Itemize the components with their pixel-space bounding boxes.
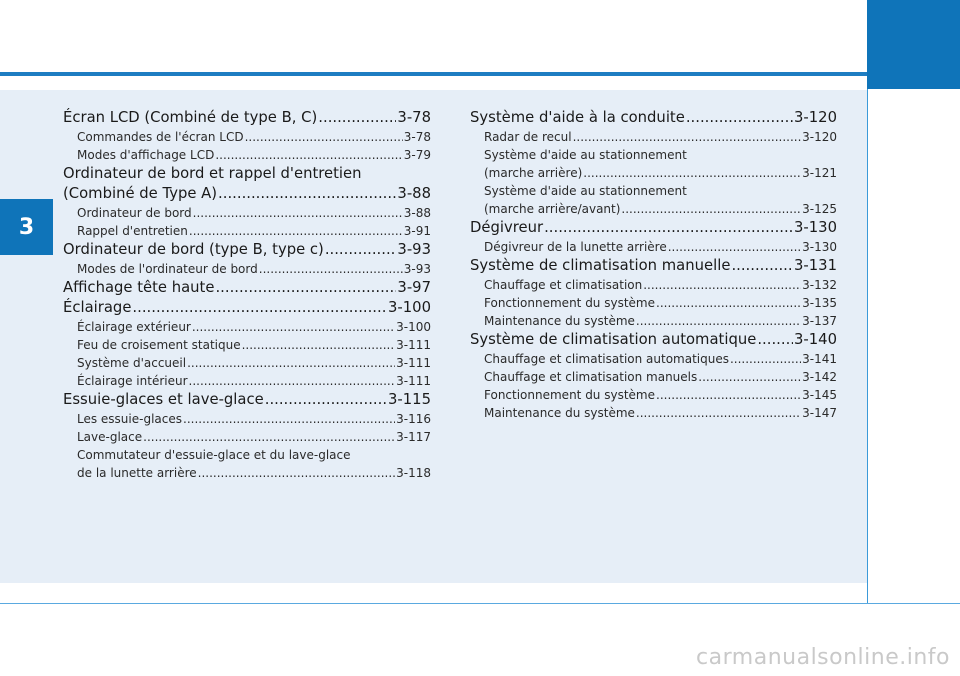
- toc-section-title: Affichage tête haute: [63, 279, 215, 296]
- chapter-corner-tab: [867, 0, 960, 89]
- leader-dots: [259, 260, 403, 278]
- leader-dots: [132, 298, 387, 318]
- toc-section-title[interactable]: Ordinateur de bord et rappel d'entretien: [63, 165, 362, 182]
- toc-entry-title: Chauffage et climatisation automatiques: [484, 352, 729, 366]
- page-number: 3-121: [802, 166, 837, 180]
- page-number: 3-130: [802, 240, 837, 254]
- toc-entry-title: Fonctionnement du système: [484, 388, 655, 402]
- leader-dots: [573, 128, 802, 146]
- toc-entry-title: Dégivreur de la lunette arrière: [484, 240, 667, 254]
- toc-entry-title: Commandes de l'écran LCD: [77, 130, 244, 144]
- toc-entry[interactable]: [470, 164, 837, 182]
- side-divider: [867, 89, 868, 604]
- page-number: 3-145: [802, 388, 837, 402]
- leader-dots: [583, 164, 801, 182]
- leader-dots: [544, 218, 793, 238]
- page-number: 3-78: [397, 109, 431, 126]
- leader-dots: [183, 410, 395, 428]
- toc-left-column: [63, 108, 431, 482]
- leader-dots: [215, 278, 396, 298]
- page-number: 3-111: [396, 338, 431, 352]
- toc-entry[interactable]: [63, 222, 431, 240]
- toc-entry[interactable]: [63, 354, 431, 372]
- toc-entry[interactable]: [63, 318, 431, 336]
- leader-dots: [242, 336, 396, 354]
- toc-section-entry[interactable]: [63, 390, 431, 410]
- toc-entry-title: Éclairage extérieur: [77, 320, 191, 334]
- page-number: 3-88: [403, 206, 431, 220]
- leader-dots: [245, 128, 403, 146]
- leader-dots: [187, 354, 395, 372]
- toc-entry-title[interactable]: Commutateur d'essuie-glace et du lave-glace: [77, 448, 351, 462]
- toc-entry-title: Fonctionnement du système: [484, 296, 655, 310]
- page-number: 3-140: [794, 331, 837, 348]
- leader-dots: [192, 318, 395, 336]
- page-number: 3-147: [802, 406, 837, 420]
- toc-entry-title: Feu de croisement statique: [77, 338, 241, 352]
- toc-entry-title: de la lunette arrière: [77, 466, 197, 480]
- page-number: 3-132: [802, 278, 837, 292]
- toc-entry[interactable]: [470, 386, 837, 404]
- toc-entry[interactable]: [63, 128, 431, 146]
- leader-dots: [656, 294, 801, 312]
- toc-entry[interactable]: [470, 238, 837, 256]
- toc-section-entry[interactable]: [63, 278, 431, 298]
- leader-dots: [698, 368, 801, 386]
- toc-entry-title: Les essuie-glaces: [77, 412, 182, 426]
- leader-dots: [143, 428, 395, 446]
- toc-entry[interactable]: [63, 428, 431, 446]
- toc-entry[interactable]: [470, 200, 837, 218]
- toc-entry[interactable]: [63, 336, 431, 354]
- toc-entry-title: Chauffage et climatisation: [484, 278, 643, 292]
- page-number: 3-93: [397, 241, 431, 258]
- watermark: carmanualsonline.info: [696, 645, 950, 670]
- leader-dots: [668, 238, 801, 256]
- toc-section-title: Ordinateur de bord (type B, type c): [63, 241, 324, 258]
- leader-dots: [193, 204, 403, 222]
- toc-entry-title: Rappel d'entretien: [77, 224, 188, 238]
- toc-entry[interactable]: [63, 204, 431, 222]
- toc-entry-title[interactable]: Système d'aide au stationnement: [484, 148, 687, 162]
- leader-dots: [643, 276, 801, 294]
- leader-dots: [215, 146, 402, 164]
- leader-dots: [656, 386, 801, 404]
- toc-section-title: Système de climatisation manuelle: [470, 257, 731, 274]
- page-number: 3-100: [396, 320, 431, 334]
- leader-dots: [636, 312, 801, 330]
- leader-dots: [318, 108, 396, 128]
- page-number: 3-91: [403, 224, 431, 238]
- page-number: 3-79: [403, 148, 431, 162]
- toc-entry-title: Lave-glace: [77, 430, 143, 444]
- toc-entry-title: Modes de l'ordinateur de bord: [77, 262, 258, 276]
- toc-entry-title: (marche arrière): [484, 166, 583, 180]
- toc-entry[interactable]: [470, 294, 837, 312]
- leader-dots: [731, 256, 793, 276]
- toc-entry[interactable]: [470, 128, 837, 146]
- toc-section-title: Dégivreur: [470, 219, 544, 236]
- toc-entry[interactable]: [63, 146, 431, 164]
- toc-section-title: Système d'aide à la conduite: [470, 109, 685, 126]
- toc-entry-title: Maintenance du système: [484, 406, 635, 420]
- toc-section-title: Système de climatisation automatique: [470, 331, 757, 348]
- toc-entry-title: Maintenance du système: [484, 314, 635, 328]
- toc-entry[interactable]: [470, 312, 837, 330]
- leader-dots: [325, 240, 397, 260]
- page-number: 3-116: [396, 412, 431, 426]
- toc-section-title: Essuie-glaces et lave-glace: [63, 391, 264, 408]
- page-number: 3-120: [794, 109, 837, 126]
- chapter-number-tab: 3: [0, 199, 53, 255]
- page-number: 3-141: [802, 352, 837, 366]
- leader-dots: [621, 200, 801, 218]
- toc-section-entry[interactable]: [470, 108, 837, 128]
- footer-rule: [0, 603, 960, 604]
- page-number: 3-100: [388, 299, 431, 316]
- toc-section-entry[interactable]: [63, 184, 431, 204]
- toc-entry-title: Éclairage intérieur: [77, 374, 188, 388]
- toc-entry[interactable]: [470, 276, 837, 294]
- toc-entry-title: Chauffage et climatisation manuels: [484, 370, 698, 384]
- toc-section-entry[interactable]: [63, 240, 431, 260]
- leader-dots: [757, 330, 793, 350]
- toc-entry-title: (marche arrière/avant): [484, 202, 621, 216]
- toc-entry[interactable]: [63, 372, 431, 390]
- page-number: 3-137: [802, 314, 837, 328]
- leader-dots: [189, 222, 403, 240]
- page-number: 3-111: [396, 374, 431, 388]
- toc-section-entry[interactable]: [63, 108, 431, 128]
- leader-dots: [189, 372, 396, 390]
- page-number: 3-78: [403, 130, 431, 144]
- toc-section-title: Écran LCD (Combiné de type B, C): [63, 109, 318, 126]
- toc-entry[interactable]: [63, 464, 431, 482]
- page-number: 3-125: [802, 202, 837, 216]
- toc-entry-title: Radar de recul: [484, 130, 572, 144]
- toc-entry[interactable]: [470, 404, 837, 422]
- leader-dots: [636, 404, 801, 422]
- leader-dots: [218, 184, 396, 204]
- page-number: 3-111: [396, 356, 431, 370]
- page-number: 3-135: [802, 296, 837, 310]
- page-number: 3-97: [397, 279, 431, 296]
- header-rule: [0, 72, 867, 76]
- toc-entry[interactable]: [63, 410, 431, 428]
- toc-entry-title: Modes d'affichage LCD: [77, 148, 215, 162]
- page-number: 3-142: [802, 370, 837, 384]
- leader-dots: [686, 108, 793, 128]
- page-number: 3-118: [396, 466, 431, 480]
- leader-dots: [198, 464, 395, 482]
- toc-entry-title[interactable]: Système d'aide au stationnement: [484, 184, 687, 198]
- toc-section-title: Éclairage: [63, 299, 132, 316]
- toc-section-entry[interactable]: [470, 256, 837, 276]
- toc-entry[interactable]: [470, 350, 837, 368]
- toc-section-entry[interactable]: [470, 218, 837, 238]
- page-number: 3-117: [396, 430, 431, 444]
- page-number: 3-115: [388, 391, 431, 408]
- toc-entry-title: Système d'accueil: [77, 356, 187, 370]
- page-number: 3-93: [403, 262, 431, 276]
- toc-right-column: [470, 108, 837, 422]
- toc-section-entry[interactable]: [470, 330, 837, 350]
- leader-dots: [265, 390, 387, 410]
- page-number: 3-88: [397, 185, 431, 202]
- toc-section-entry[interactable]: [63, 298, 431, 318]
- toc-entry-title: Ordinateur de bord: [77, 206, 192, 220]
- toc-section-title: (Combiné de Type A): [63, 185, 218, 202]
- page-number: 3-131: [794, 257, 837, 274]
- page-number: 3-130: [794, 219, 837, 236]
- toc-entry[interactable]: [470, 368, 837, 386]
- page-number: 3-120: [802, 130, 837, 144]
- leader-dots: [730, 350, 801, 368]
- toc-entry[interactable]: [63, 260, 431, 278]
